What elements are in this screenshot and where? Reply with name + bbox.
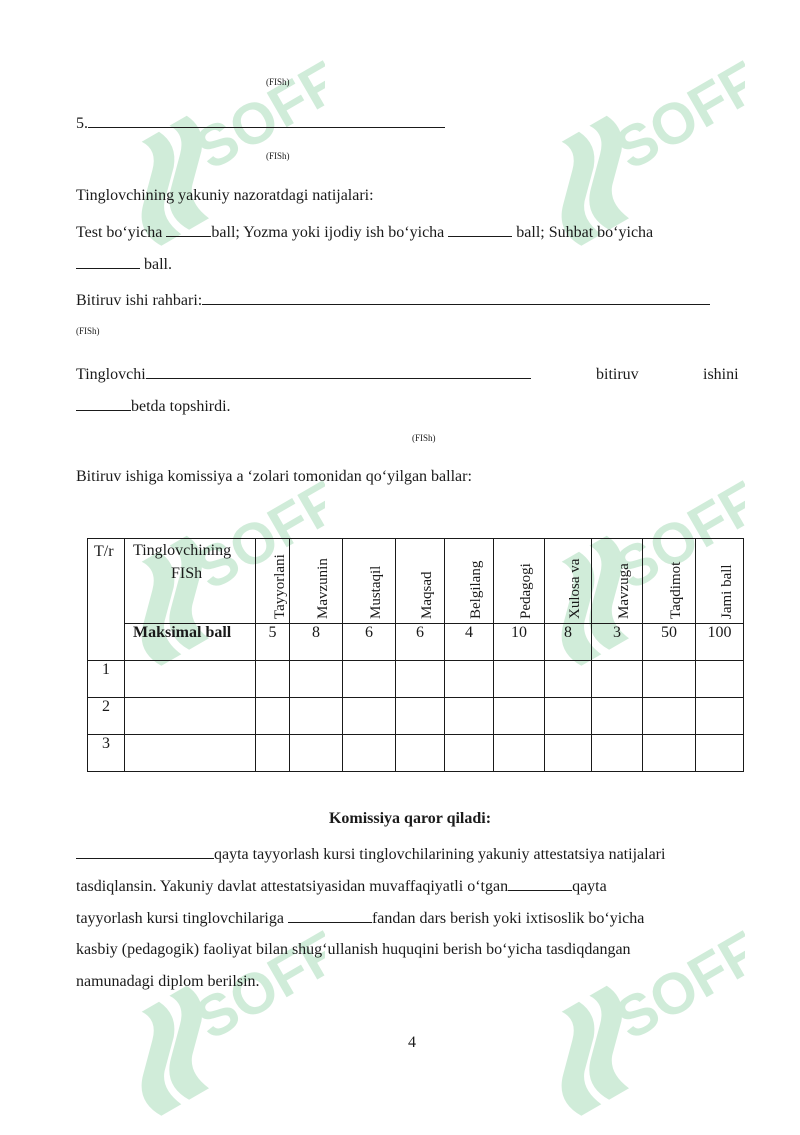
decision-line-1 <box>76 846 665 864</box>
table-row <box>88 698 744 735</box>
max-score-cell: 4 <box>445 624 494 661</box>
criterion-label: Xulosa va <box>567 558 583 619</box>
svg-text:SOFF: SOFF <box>604 480 745 603</box>
criterion-header <box>445 539 494 624</box>
score-cell[interactable] <box>343 735 396 772</box>
score-cell[interactable] <box>494 661 545 698</box>
rahbar-label: Bitiruv ishi rahbari: <box>76 292 203 309</box>
criterion-label: Tayyorlani <box>271 554 288 619</box>
score-cell[interactable] <box>256 661 290 698</box>
fish-caption: (FISh) <box>412 433 436 443</box>
score-cell[interactable] <box>696 735 744 772</box>
score-cell[interactable] <box>545 698 592 735</box>
score-cell[interactable] <box>445 661 494 698</box>
rahbar-blank[interactable] <box>202 303 710 305</box>
ball-label: ball. <box>144 256 172 273</box>
svg-text:SOFF: SOFF <box>184 60 325 183</box>
criterion-header <box>545 539 592 624</box>
max-score-row <box>88 624 744 661</box>
tr-label: T/r <box>94 543 114 560</box>
name-header-line2: FISh <box>171 565 203 582</box>
max-score-cell: 6 <box>396 624 445 661</box>
criterion-header <box>256 539 290 624</box>
yozma-score-blank[interactable] <box>448 235 512 237</box>
suhbat-label: ball; Suhbat bo‘yicha <box>516 224 654 241</box>
fish-caption: (FISh) <box>266 151 290 161</box>
tr-header <box>88 539 125 661</box>
max-score-cell: 100 <box>696 624 744 661</box>
name-cell[interactable] <box>125 661 256 698</box>
max-score-cell: 10 <box>494 624 545 661</box>
score-cell[interactable] <box>256 698 290 735</box>
row-number: 2 <box>88 698 125 735</box>
score-cell[interactable] <box>696 698 744 735</box>
score-cell[interactable] <box>343 661 396 698</box>
criterion-label: Mustaqil <box>368 565 384 619</box>
name-cell[interactable] <box>125 735 256 772</box>
score-cell[interactable] <box>643 698 696 735</box>
score-cell[interactable] <box>290 698 343 735</box>
score-cell[interactable] <box>494 698 545 735</box>
betda-blank[interactable] <box>76 409 131 411</box>
criterion-header <box>592 539 643 624</box>
decision-heading: Komissiya qaror qiladi: <box>328 810 492 827</box>
decision-blank-3[interactable] <box>288 921 372 923</box>
tinglovchi-label: Tinglovchi <box>76 366 146 383</box>
decision-text: tayyorlash kursi tinglovchilariga <box>76 910 284 927</box>
table-row <box>88 661 744 698</box>
max-score-cell: 5 <box>256 624 290 661</box>
ishini-word: ishini <box>703 366 739 383</box>
bitiruv-word: bitiruv <box>596 366 639 383</box>
score-cell[interactable] <box>290 735 343 772</box>
table-header-row <box>88 539 744 624</box>
table-row <box>88 735 744 772</box>
score-cell[interactable] <box>396 735 445 772</box>
suhbat-score-blank[interactable] <box>76 267 140 269</box>
results-line-2 <box>76 256 172 274</box>
score-cell[interactable] <box>592 698 643 735</box>
decision-text: qayta tayyorlash kursi tinglovchilarining yakuniy attestatsiya natijalari <box>214 846 666 863</box>
criterion-header <box>343 539 396 624</box>
test-label: Test bo‘yicha <box>76 224 163 241</box>
betda-line <box>76 398 231 416</box>
row-number: 1 <box>88 661 125 698</box>
decision-line-2 <box>76 878 607 896</box>
score-cell[interactable] <box>256 735 290 772</box>
score-cell[interactable] <box>494 735 545 772</box>
score-cell[interactable] <box>343 698 396 735</box>
decision-line-5: namunadagi diplom berilsin. <box>76 973 260 990</box>
watermark-logo <box>515 930 745 1130</box>
fish-caption: (FISh) <box>266 77 290 87</box>
test-score-blank[interactable] <box>166 235 211 237</box>
score-cell[interactable] <box>643 735 696 772</box>
tinglovchi-name-blank[interactable] <box>146 377 531 379</box>
criterion-label: Maqsad <box>419 571 435 619</box>
score-cell[interactable] <box>592 661 643 698</box>
score-cell[interactable] <box>592 735 643 772</box>
max-score-cell: 50 <box>643 624 696 661</box>
score-cell[interactable] <box>396 698 445 735</box>
svg-text:SOFF: SOFF <box>184 480 325 603</box>
criterion-header <box>290 539 343 624</box>
svg-text:SOFF: SOFF <box>184 930 325 1053</box>
item-5-line <box>76 115 445 133</box>
score-cell[interactable] <box>696 661 744 698</box>
max-score-cell: 8 <box>545 624 592 661</box>
max-score-cell: 6 <box>343 624 396 661</box>
criterion-label: Jami ball <box>718 564 735 619</box>
criterion-header <box>696 539 744 624</box>
criterion-label: Belgilang <box>468 560 484 619</box>
item-number: 5. <box>76 115 88 132</box>
criterion-label: Pedagogi <box>518 563 534 619</box>
betda-label: betda topshirdi. <box>131 398 231 415</box>
watermark-logo <box>95 930 325 1130</box>
criterion-header <box>643 539 696 624</box>
score-cell[interactable] <box>545 661 592 698</box>
score-cell[interactable] <box>643 661 696 698</box>
scores-table <box>87 538 744 772</box>
name-header-line1: Tinglovchining <box>133 542 232 559</box>
criterion-label: Mavzunin <box>315 558 331 619</box>
decision-text: qayta <box>572 878 607 895</box>
yozma-label: ball; Yozma yoki ijodiy ish bo‘yicha <box>211 224 445 241</box>
decision-line-4: kasbiy (pedagogik) faoliyat bilan shug‘ullanish huquqini berish bo‘yicha tasdiqdangan <box>76 941 631 958</box>
max-score-cell: 8 <box>290 624 343 661</box>
row-number: 3 <box>88 735 125 772</box>
rahbar-line <box>76 292 710 310</box>
decision-text: fandan dars berish yoki ixtisoslik bo‘yicha <box>371 910 645 927</box>
decision-line-3 <box>76 910 644 928</box>
score-cell[interactable] <box>396 661 445 698</box>
criterion-label: Mavzuga <box>616 563 632 619</box>
score-cell[interactable] <box>445 735 494 772</box>
score-cell[interactable] <box>545 735 592 772</box>
criterion-header <box>396 539 445 624</box>
criterion-header <box>494 539 545 624</box>
max-score-cell: 3 <box>592 624 643 661</box>
svg-text:SOFF: SOFF <box>604 930 745 1053</box>
tinglovchi-label-wrap <box>76 366 531 384</box>
score-cell[interactable] <box>290 661 343 698</box>
decision-blank-1[interactable] <box>76 857 214 859</box>
blank-line[interactable] <box>88 126 445 128</box>
results-heading: Tinglovchining yakuniy nazoratdagi natijalari: <box>76 187 374 204</box>
decision-text: tasdiqlansin. Yakuniy davlat attestatsiyasidan muvaffaqiyatli o‘tgan <box>76 878 509 895</box>
name-header <box>125 539 256 624</box>
name-cell[interactable] <box>125 698 256 735</box>
komissiya-intro: Bitiruv ishiga komissiya a ‘zolari tomonidan qo‘yilgan ballar: <box>76 468 472 485</box>
fish-caption: (FISh) <box>76 326 100 336</box>
svg-text:SOFF: SOFF <box>604 60 745 183</box>
page-number: 4 <box>408 1034 416 1051</box>
score-cell[interactable] <box>445 698 494 735</box>
decision-blank-2[interactable] <box>508 889 572 891</box>
results-line-1 <box>76 224 653 242</box>
criterion-label: Taqdimot <box>668 561 684 619</box>
max-score-label: Maksimal ball <box>125 624 256 661</box>
